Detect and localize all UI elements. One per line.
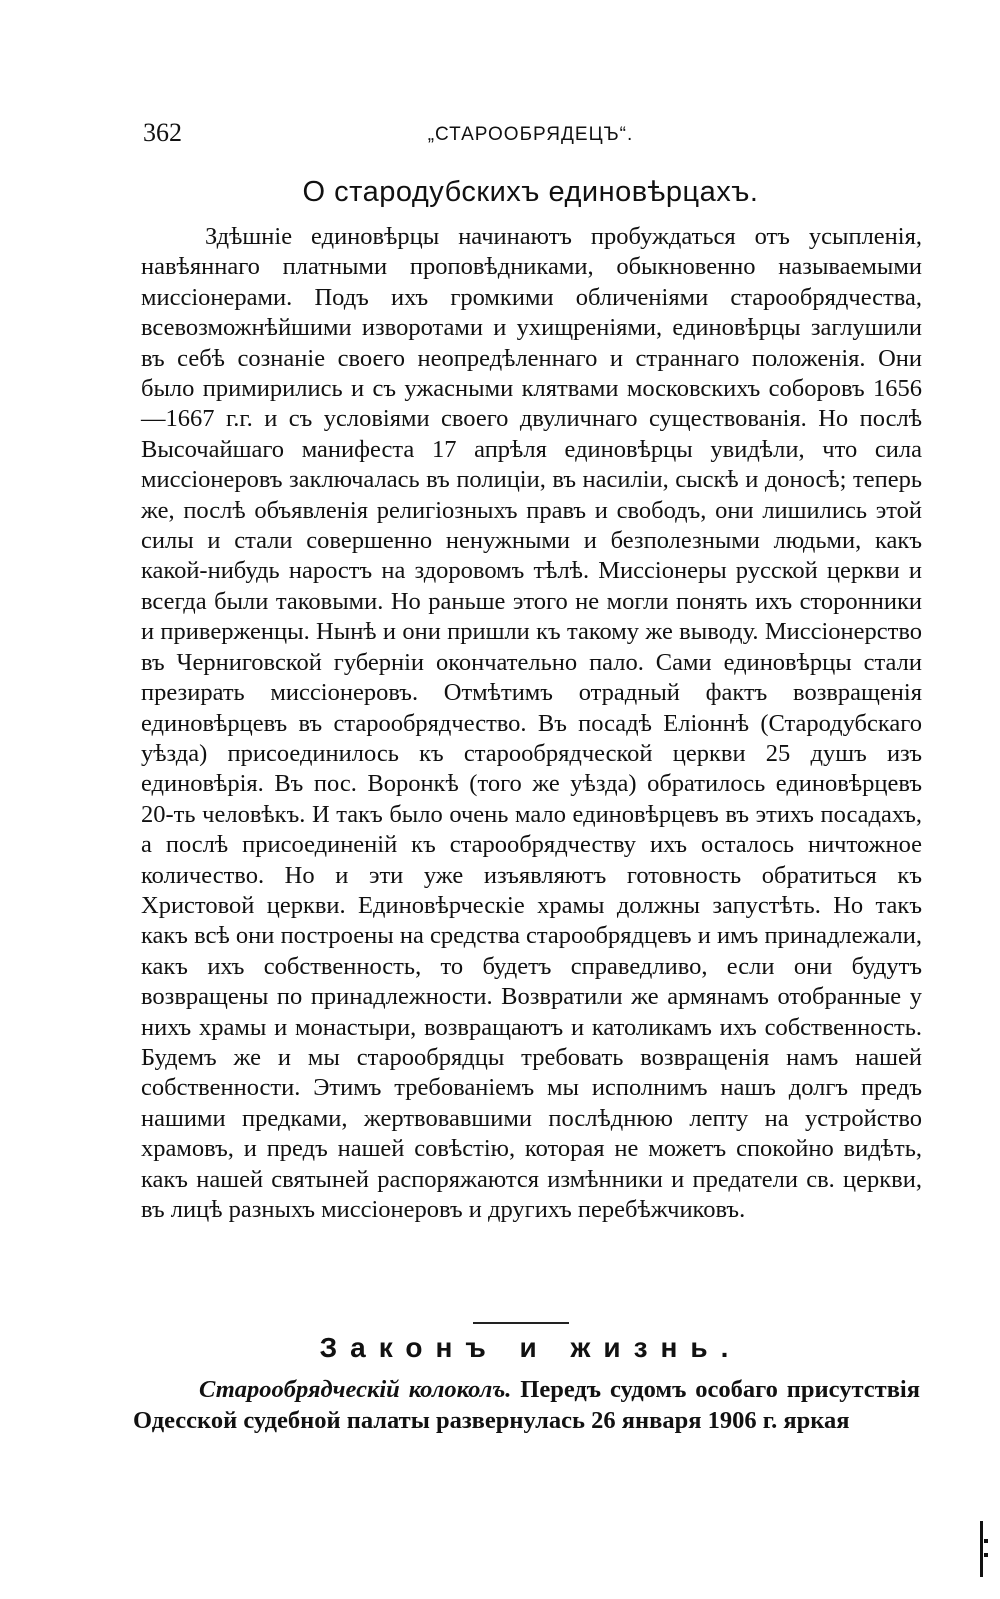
section-lead: Старообрядческій колоколъ.: [199, 1376, 512, 1403]
article-title: О стародубскихъ единовѣрцахъ.: [302, 176, 759, 208]
section-body: [133, 1374, 920, 1436]
page-number: 362: [143, 118, 182, 147]
article-body: Здѣшніе единовѣрцы начинаютъ пробуждаться отъ усыпленія, навѣяннаго платными проповѣдниками, обыкновенно называемыми миссіонерами. Подъ ихъ громкими обличеніями старообрядчества, всевозможнѣйшими изворотами и ухищреніями, единовѣрцы заглушили въ себѣ сознаніе своего неопредѣленнаго и страннаго положенія. Они было примирились и съ ужасными клятвами московскихъ соборовъ 1656—1667 г.г. и съ условіями своего двуличнаго существованія. Но послѣ Высочайшаго манифеста 17 апрѣля единовѣрцы увидѣли, что сила миссіонеровъ заключалась въ полиціи, въ насиліи, сыскѣ и доносѣ; теперь же, послѣ объявленія религіозныхъ правъ и свободъ, они лишились этой силы и стали совершенно ненужными и безполезными людьми, какъ какой-нибудь наростъ на здоровомъ тѣлѣ. Миссіонеры русской церкви и всегда были таковыми. Но раньше этого не могли понять ихъ сторонники и приверженцы. Нынѣ и они пришли къ такому же выводу. Миссіонерство въ Черниговской губерніи окончательно пало. Сами единовѣрцы стали презирать миссіонеровъ. Отмѣтимъ отрадный фактъ возвращенія единовѣрцевъ въ старообрядчество. Въ посадѣ Еліоннѣ (Стародубскаго уѣзда) присоединилось къ старообрядческой церкви 25 душъ изъ единовѣрія. Въ пос. Воронкѣ (того же уѣзда) обратилось единовѣрцевъ 20-ть человѣкъ. И такъ было очень мало единовѣрцевъ въ этихъ посадахъ, а послѣ присоединеній къ старообрядчеству ихъ осталось ничтожное количество. Но и эти уже изъявляютъ готовность обратиться къ Христовой церкви. Единовѣрческіе храмы должны запустѣть. Но такъ какъ всѣ они построены на средства старообрядцевъ и имъ принадлежали, какъ ихъ собственность, то будетъ справедливо, если они будутъ возвращены по принадлежности. Возвратили же армянамъ отобранные у нихъ храмы и монастыри, возвращаютъ и католикамъ ихъ собственность. Будемъ же и мы старообрядцы требовать возвращенія намъ нашей собственности. Этимъ требованіемъ мы исполнимъ нашъ долгъ предъ нашими предками, жертвовавшими послѣднюю лепту на устройство храмовъ, и предъ нашей совѣстію, которая не можетъ спокойно видѣть, какъ нашей святыней распоряжаются измѣнники и предатели св. церкви, въ лицѣ разныхъ миссіонеровъ и другихъ перебѣжчиковъ.: [141, 223, 922, 1223]
scan-edge-mark: [976, 1519, 990, 1579]
section-title: Законъ и жизнь.: [319, 1332, 742, 1363]
journal-title: „СТАРООБРЯДЕЦЪ“.: [427, 124, 634, 145]
section-text: Передъ судомъ особаго присутствія Одесской судебной палаты развернулась 26 января 1906 г. яркая: [133, 1376, 920, 1434]
running-head: [143, 118, 918, 158]
section-divider: [473, 1322, 569, 1324]
